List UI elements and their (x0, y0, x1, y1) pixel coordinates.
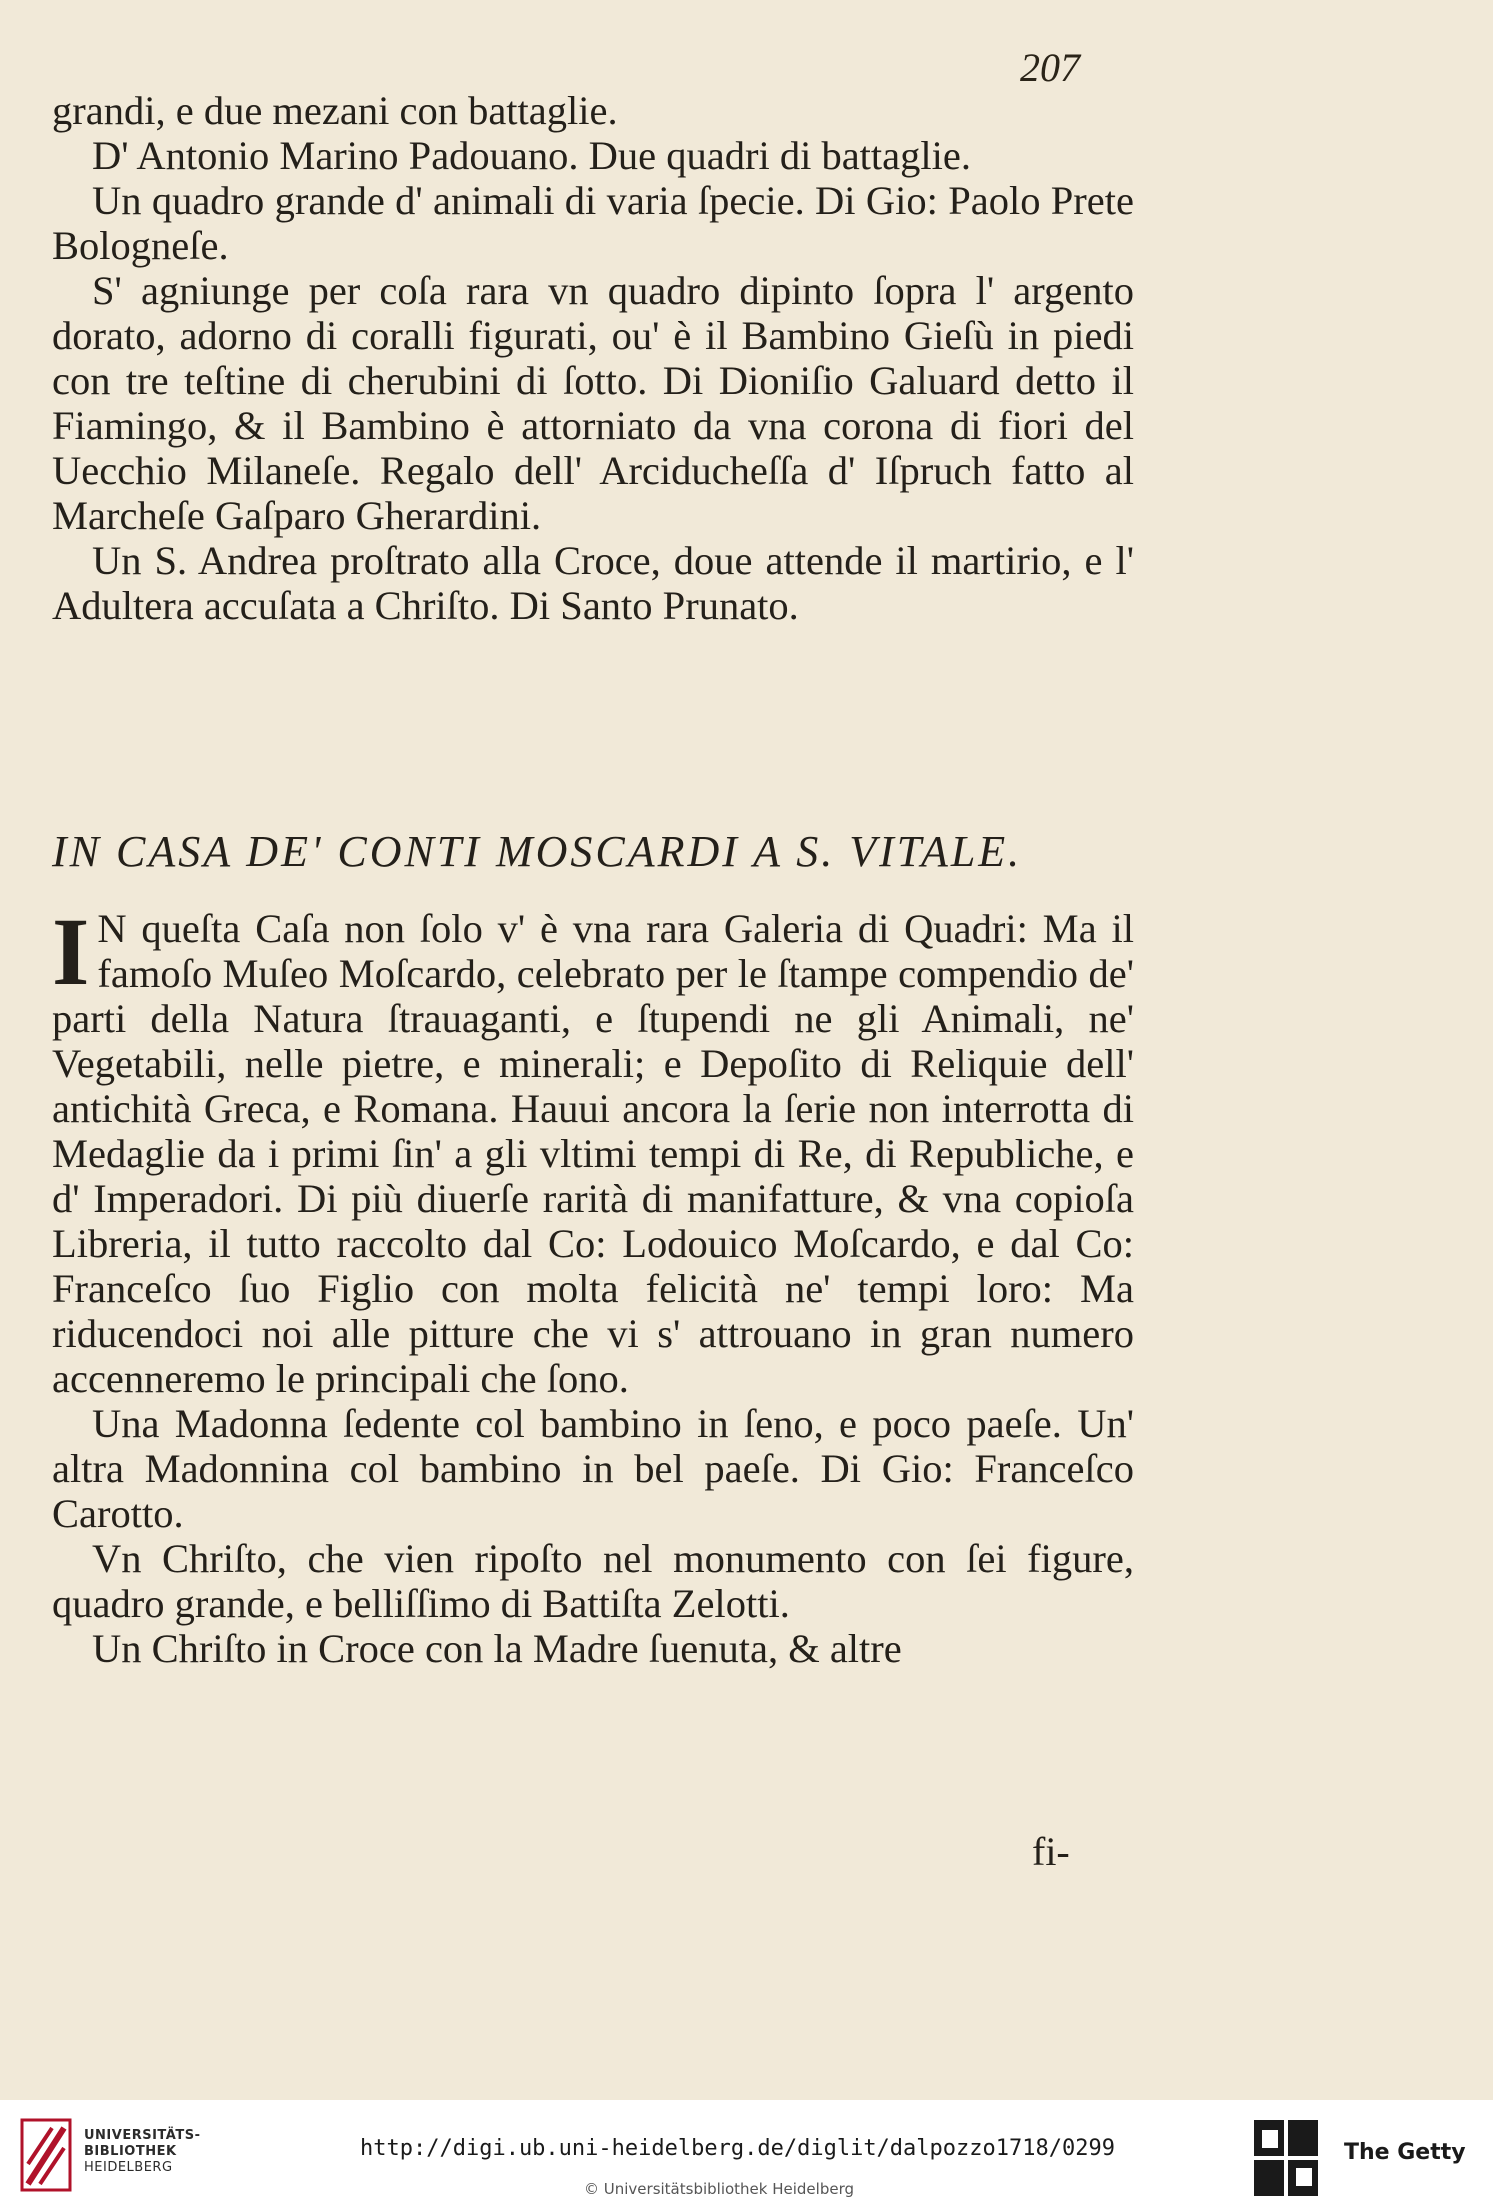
text-block-top (52, 88, 1134, 628)
copyright-notice: © Universitätsbibliothek Heidelberg (584, 2180, 855, 2198)
institution-line: UNIVERSITÄTS- (84, 2128, 201, 2143)
paragraph: Vn Chriſto, che vien ripoſto nel monumento con ſei figure, quadro grande, e belliſſimo di Battiſta Zelotti. (52, 1536, 1134, 1626)
text-block-bottom (52, 898, 1134, 1671)
viewer-footer (0, 2100, 1493, 2212)
drop-cap: I (52, 898, 90, 1005)
paragraph: D' Antonio Marino Padouano. Due quadri di battaglie. (92, 133, 972, 178)
catchword: fi- (1032, 1829, 1070, 1874)
paragraph: S' agniunge per coſa rara vn quadro dipinto ſopra l' argento dorato, adorno di coralli figurati, ou' è il Bambino Gieſù in piedi con tre teſtine di cherubini di ſotto. Di Dioniſio Galuard detto il Fiamingo, & il Bambino è attorniato da vna corona di fiori del Uecchio Milaneſe. Regalo dell' Arciducheſſa d' Iſpruch fatto al Marcheſe Gaſparo Gherardini. (52, 268, 1134, 538)
paragraph: Una Madonna ſedente col bambino in ſeno, e poco paeſe. Un' altra Madonnina col bambino in bel paeſe. Di Gio: Franceſco Carotto. (52, 1401, 1134, 1536)
institution-line: BIBLIOTHEK (84, 2144, 177, 2159)
section-heading: IN CASA DE' CONTI MOSCARDI A S. VITALE. (52, 827, 1023, 876)
institution-name (84, 2128, 200, 2176)
paragraph: Un S. Andrea proſtrato alla Croce, doue attende il martirio, e l' Adultera accuſata a Chriſto. Di Santo Prunato. (52, 538, 1134, 628)
paragraph: grandi, e due mezani con battaglie. (52, 88, 618, 133)
page-number: 207 (1020, 45, 1080, 90)
partner-name: The Getty (1344, 2140, 1466, 2165)
paragraph: Un quadro grande d' animali di varia ſpecie. Di Gio: Paolo Prete Bologneſe. (52, 178, 1134, 268)
institution-line: HEIDELBERG (84, 2160, 173, 2175)
getty-logo-icon (1252, 2118, 1320, 2198)
paragraph-with-drop-cap (52, 898, 1134, 1401)
university-logo-icon (18, 2114, 74, 2196)
permalink-url[interactable]: http://digi.ub.uni-heidelberg.de/diglit/dalpozzo1718/0299 (360, 2136, 1115, 2161)
paragraph-text: N queſta Caſa non ſolo v' è vna rara Galeria di Quadri: Ma il famoſo Muſeo Moſcardo, celebrato per le ſtampe compendio de' parti della Natura ſtrauaganti, e ſtupendi ne gli Animali, ne' Vegetabili, nelle pietre, e minerali; e Depoſito di Reliquie dell' antichità Greca, e Romana. Hauui ancora la ſerie non interrotta di Medaglie da i primi ſin' a gli vltimi tempi di Re, di Republiche, e d' Imperadori. Di più diuerſe rarità di manifatture, & vna copioſa Libreria, il tutto raccolto dal Co: Lodouico Moſcardo, e dal Co: Franceſco ſuo Figlio con molta felicità ne' tempi loro: Ma riducendoci noi alle pitture che vi s' attrouano in gran numero accenneremo le principali che ſono. (52, 906, 1134, 1401)
paragraph: Un Chriſto in Croce con la Madre ſuenuta, & altre (92, 1626, 902, 1671)
